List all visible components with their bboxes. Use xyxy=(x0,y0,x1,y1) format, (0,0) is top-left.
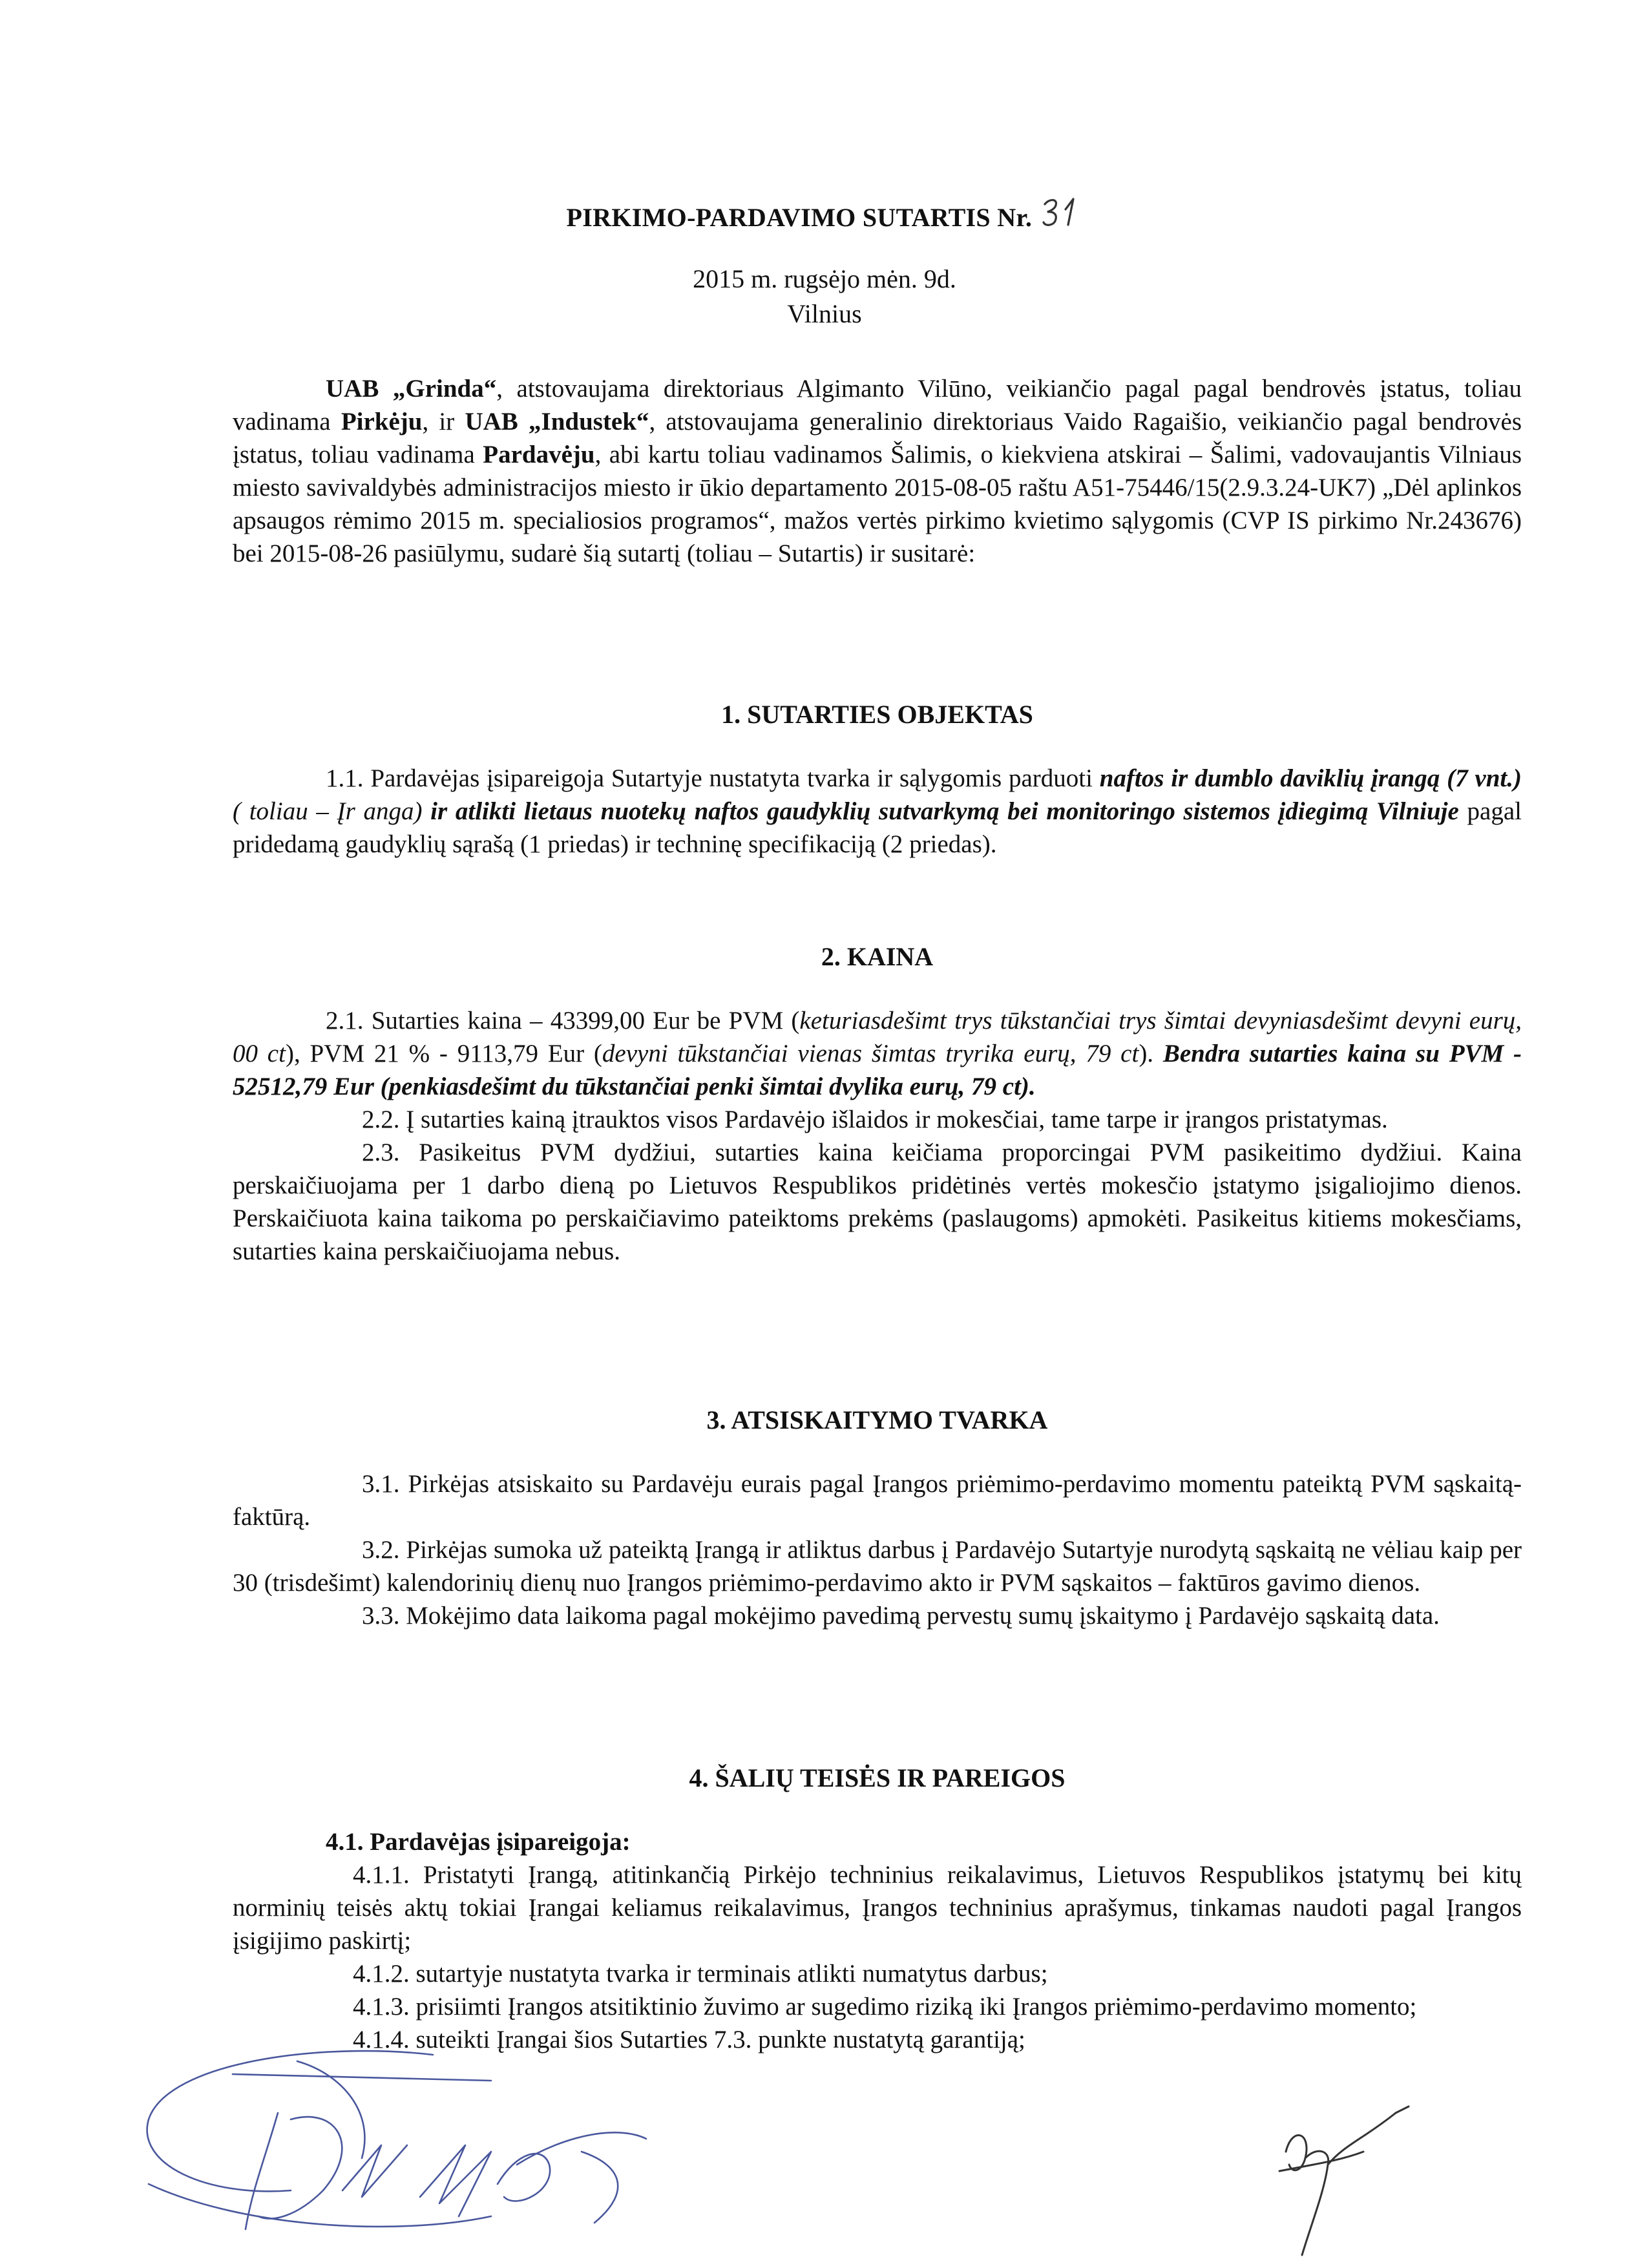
preamble-text-2: , ir xyxy=(422,408,465,436)
clause-1-1-abbrev: ( toliau – Įr anga) xyxy=(233,797,431,825)
section-3-heading: 3. ATSISKAITYMO TVARKA xyxy=(706,1405,1048,1434)
section-3 xyxy=(233,1403,1522,1632)
preamble-text-4: , abi kartu toliau vadinamos Šalimis, o kiekviena atskirai – Šalimi, vadovaujantis Vilniaus miesto savivaldybės administracijos miesto ir ūkio departamento 2015-08-05 raštu A51-75446/15(2.9.3.24-UK7) „Dėl aplinkos apsaugos rėmimo 2015 m. specialiosios programos“, mažos vertės pirkimo kvietimo sąlygomis (CVP IS pirkimo Nr.243676) bei 2015-08-26 pasiūlymu, sudarė šią sutartį (toliau – Sutartis) ir susitarė: xyxy=(233,441,1522,567)
preamble-paragraph xyxy=(233,372,1522,570)
buyer-name: UAB „Grinda“ xyxy=(326,375,497,403)
seller-name: UAB „Industek“ xyxy=(465,408,649,436)
clause-2-2: 2.2. Į sutarties kainą įtrauktos visos Pardavėjo išlaidos ir mokesčiai, tame tarpe ir įrangos pristatymas. xyxy=(362,1106,1388,1133)
section-4 xyxy=(233,1761,1522,2056)
clause-2-1 xyxy=(233,1004,1522,1103)
clause-1-1-text-a: 1.1. Pardavėjas įsipareigoja Sutartyje nustatyta tvarka ir sąlygomis parduoti xyxy=(326,764,1100,792)
clause-3-2: 3.2. Pirkėjas sumoka už pateiktą Įrangą ir atliktus darbus į Pardavėjo Sutartyje nurodytą sąskaitą ne vėliau kaip per 30 (trisdešimt) kalendorinių dienų nuo Įrangos priėmimo-perdavimo akto ir PVM sąskaitos – faktūros gavimo dienos. xyxy=(233,1536,1522,1597)
section-2-heading: 2. KAINA xyxy=(821,942,934,971)
clause-2-1-text-e: ). xyxy=(1139,1040,1163,1067)
buyer-role: Pirkėju xyxy=(341,408,423,436)
contract-place: Vilnius xyxy=(787,299,862,328)
subsection-4-1: 4.1. Pardavėjas įsipareigoja: xyxy=(326,1828,631,1856)
clause-2-1-words-vat: devyni tūkstančiai vienas šimtas tryrika eurų, 79 ct xyxy=(602,1040,1139,1067)
contract-title xyxy=(0,195,1649,233)
section-4-heading: 4. ŠALIŲ TEISĖS IR PAREIGOS xyxy=(689,1763,1066,1792)
preamble xyxy=(233,372,1522,570)
title-text: PIRKIMO-PARDAVIMO SUTARTIS Nr. xyxy=(566,203,1033,232)
clause-2-1-total: Bendra sutarties kaina su PVM - 52512,79 Eur (penkiasdešimt du tūkstančiai penki šimtai dvylika eurų, 79 ct). xyxy=(233,1040,1522,1100)
clause-4-1-4: 4.1.4. suteikti Įrangai šios Sutarties 7.3. punkte nustatytą garantiją; xyxy=(353,2026,1025,2053)
preamble-text-3: , atstovaujama generalinio direktoriaus Vaido Ragaišio, veikiančio pagal bendrovės įstatus, toliau vadinama xyxy=(233,408,1522,468)
clause-2-1-text-c: ), PVM 21 % - 9113,79 Eur ( xyxy=(285,1040,602,1067)
preamble-text-1: , atstovaujama direktoriaus Algimanto Vilūno, veikiančio pagal pagal bendrovės įstatus, toliau vadinama xyxy=(233,375,1522,436)
handwritten-contract-number xyxy=(1041,195,1082,229)
seller-signature xyxy=(1266,2100,1434,2262)
section-2 xyxy=(233,940,1522,1268)
clause-1-1-works: ir atlikti lietaus nuotekų naftos gaudyklių sutvarkymą bei monitoringo sistemos įdiegimą Vilniuje xyxy=(430,797,1459,825)
clause-4-1-3: 4.1.3. prisiimti Įrangos atsitiktinio žuvimo ar sugedimo riziką iki Įrangos priėmimo-perdavimo momento; xyxy=(353,1993,1417,2021)
clause-2-3: 2.3. Pasikeitus PVM dydžiui, sutarties kaina keičiama proporcingai PVM pasikeitimo dydžiui. Kaina perskaičiuojama per 1 darbo dieną po Lietuvos Respublikos pridėtinės vertės mokesčio įstatymo įsigaliojimo dienos. Perskaičiuota kaina taikoma po perskaičiavimo pateiktoms prekėms (paslaugoms) apmokėti. Pasikeitus kitiems mokesčiams, sutarties kaina perskaičiuojama nebus. xyxy=(233,1139,1522,1265)
clause-1-1-text-e: pagal pridedamą gaudyklių sąrašą (1 priedas) ir techninę specifikaciją (2 priedas). xyxy=(233,797,1522,858)
contract-date: 2015 m. rugsėjo mėn. 9d. xyxy=(693,264,956,293)
clause-3-1: 3.1. Pirkėjas atsiskaito su Pardavėju eurais pagal Įrangos priėmimo-perdavimo momentu pateiktą PVM sąskaitą-faktūrą. xyxy=(233,1470,1522,1531)
clause-4-1-1: 4.1.1. Pristatyti Įrangą, atitinkančią Pirkėjo techninius reikalavimus, Lietuvos Respublikos įstatymų bei kitų norminių teisės aktų tokiai Įrangai keliamus reikalavimus, Įrangos techninius aprašymus, tinkamas naudoti pagal Įrangos įsigijimo paskirtį; xyxy=(233,1861,1522,1955)
clause-3-3: 3.3. Mokėjimo data laikoma pagal mokėjimo pavedimą pervestų sumų įskaitymo į Pardavėjo sąskaitą data. xyxy=(362,1602,1440,1630)
clause-2-1-words-net: keturiasdešimt trys tūkstančiai trys šimtai devyniasdešimt devyni eurų, 00 ct xyxy=(233,1007,1522,1067)
section-1-heading: 1. SUTARTIES OBJEKTAS xyxy=(721,700,1033,729)
clause-4-1-2: 4.1.2. sutartyje nustatyta tvarka ir terminais atlikti numatytus darbus; xyxy=(353,1960,1048,1988)
seller-role: Pardavėju xyxy=(483,441,595,468)
clause-2-1-text-a: 2.1. Sutarties kaina – 43399,00 Eur be PVM ( xyxy=(326,1007,800,1034)
section-1 xyxy=(233,698,1522,861)
buyer-signature xyxy=(129,2035,872,2255)
clause-1-1 xyxy=(233,762,1522,861)
clause-1-1-object: naftos ir dumblo daviklių įrangą (7 vnt.) xyxy=(1099,764,1522,792)
